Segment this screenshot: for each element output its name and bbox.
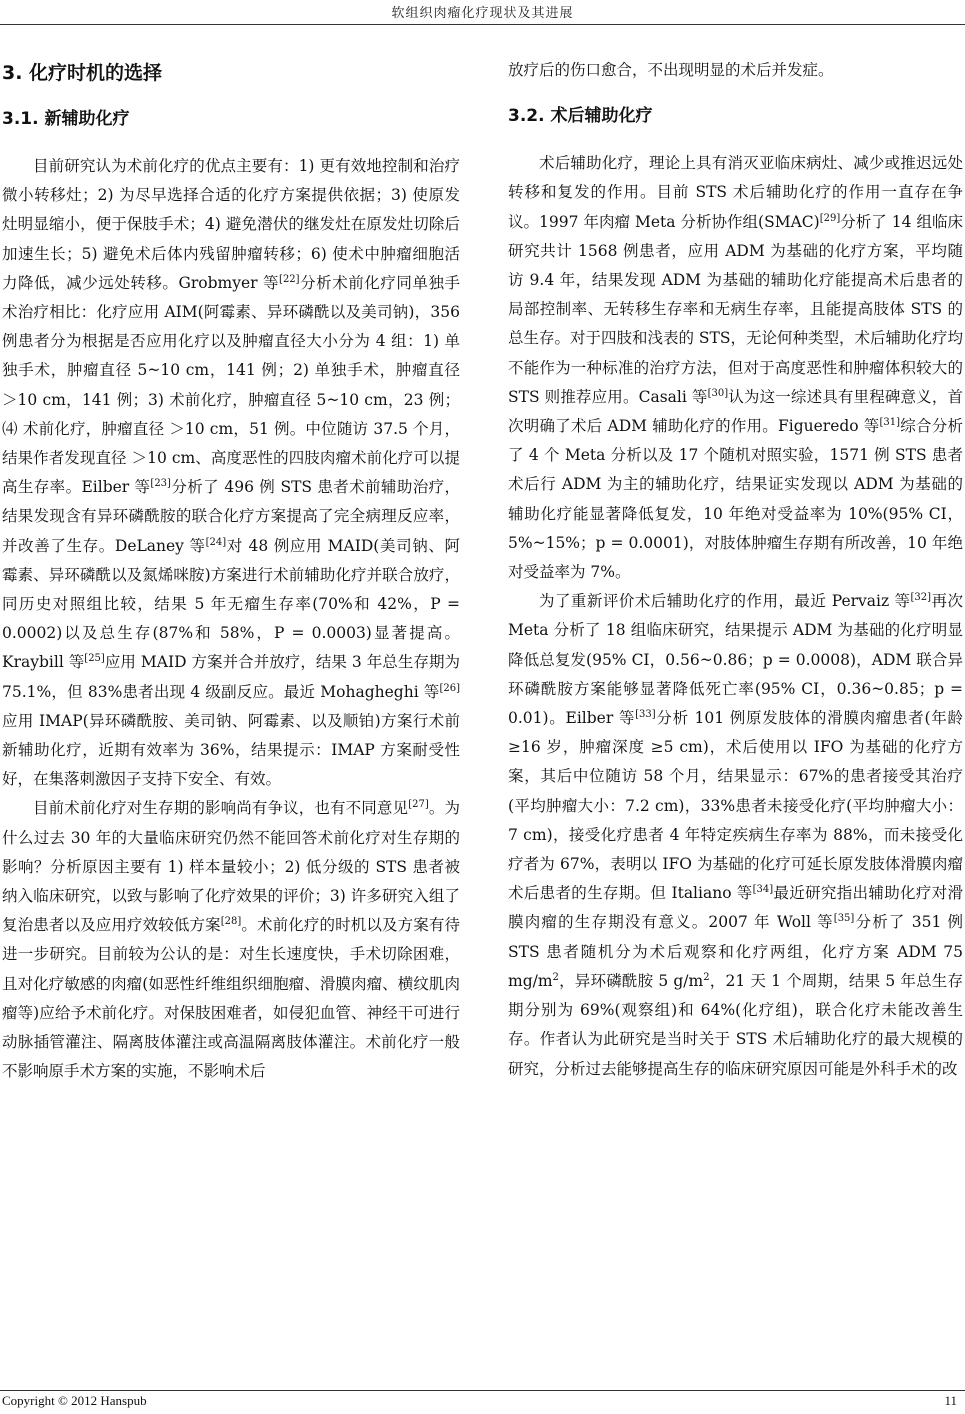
- text-run: 。为什么过去 30 年的大量临床研究仍然不能回答术前化疗对生存期的影响？分析原因主要有 1) 样本量较小；2) 低分级的 STS 患者被纳入临床研究，以致与影响了化疗效果的评价；3) 许多研究入组了复治患者以及应用疗效较低方案: [2, 799, 460, 935]
- text-run: 应用 IMAP(异环磷酰胺、美司钠、阿霉素、以及顺铂)方案行术前新辅助化疗，近期有效率为 36%，结果提示：IMAP 方案耐受性好，在集落刺激因子支持下安全、有效。: [2, 711, 460, 789]
- text-run: 认为这一综述具有里程碑意义，首次明确了术后 ADM 辅助化疗的作用。Figueredo 等: [508, 387, 963, 436]
- subsection-title-adjuvant: 3.2. 术后辅助化疗: [508, 106, 653, 127]
- text-run: ，异环磷酰胺 5 g/m: [558, 971, 704, 990]
- paragraph-neoadjuvant-1: [2, 152, 460, 794]
- spacer: [508, 85, 963, 101]
- footer-rule: [0, 1390, 965, 1391]
- citation: [28]: [220, 916, 242, 928]
- text-run: 综合分析了 4 个 Meta 分析以及 17 个随机对照实验，1571 例 STS 患者术后行 ADM 为主的辅助化疗，结果证实发现以 ADM 为基础的辅助化疗能显著降低复发，10 年绝对受益率为 10%(95% CI，5%~15%；p = 0.0001)，对肢体肿瘤生存期有所改善，10 年绝对受益率为 7%。: [508, 417, 963, 582]
- citation: [32]: [910, 592, 932, 604]
- text-run: 再次 Meta 分析了 18 组临床研究，结果提示 ADM 为基础的化疗明显降低总复发(95% CI，0.56~0.86；p = 0.0008)，ADM 联合异环磷酰胺方案能够显著降低死亡率(95% CI，0.36~0.85；p = 0.01)。Eilber 等: [508, 592, 963, 728]
- text-run: 目前术前化疗对生存期的影响尚有争议，也有不同意见: [33, 799, 409, 818]
- citation: [26]: [439, 682, 460, 694]
- citation: [34]: [752, 884, 774, 896]
- citation: [23]: [150, 478, 171, 490]
- text-run: 分析了 496 例 STS 患者术前辅助治疗，结果发现含有异环磷酰胺的联合化疗方案提高了完全病理反应率，并改善了生存。DeLaney 等: [2, 478, 460, 555]
- text-run: 最近研究指出辅助化疗对滑膜肉瘤的生存期没有意义。2007 年 Woll 等: [508, 884, 963, 932]
- citation: [27]: [408, 799, 429, 811]
- citation: [29]: [819, 212, 841, 224]
- page-number: 11: [944, 1393, 957, 1408]
- right-column: [508, 56, 963, 1084]
- text-run: 应用 MAID 方案并合并放疗，结果 3 年总生存期为 75.1%，但 83%患者出现 4 级副反应。最近 Mohagheghi 等: [2, 653, 460, 701]
- text-run: 分析术前化疗同单独手术治疗相比：化疗应用 AIM(阿霉素、异环磷酰以及美司钠)，356 例患者分为根据是否应用化疗以及肿瘤直径大小分为 4 组：1) 单独手术，肿瘤直径 5~10 cm，141 例；2) 单独手术，肿瘤直径 ＞10 cm，141 例；3) 术前化疗，肿瘤直径 5~10 cm，23 例；⑷ 术前化疗，肿瘤直径 ＞10 cm，51 例。中位随访 37.5 个月，结果作者发现直径 ＞10 cm、高度恶性的四肢肉瘤术前化疗可以提高生存率。Eilber 等: [2, 273, 460, 497]
- text-run: 术后辅助化疗，理论上具有消灭亚临床病灶、减少或推迟远处转移和复发的作用。目前 STS 术后辅助化疗的作用一直存在争议。1997 年肉瘤 Meta 分析协作组(SMAC): [508, 154, 963, 231]
- paragraph-neoadjuvant-2: [2, 794, 460, 1086]
- text-run: 分析 101 例原发肢体的滑膜肉瘤患者(年龄 ≥16 岁，肿瘤深度 ≥5 cm)，术后使用以 IFO 为基础的化疗方案，其后中位随访 58 个月，结果显示：67%的患者接受其治疗(平均肿瘤大小：7.2 cm)，33%患者未接受化疗(平均肿瘤大小：7 cm)，接受化疗患者 4 年特定疾病生存率为 88%，而未接受化疗者为 67%，表明以 IFO 为基础的化疗可延长原发肢体滑膜肉瘤术后患者的生存期。但 Italiano 等: [508, 709, 963, 903]
- paragraph-adjuvant-2: [508, 587, 963, 1083]
- text-run: ，21 天 1 个周期，结果 5 年总生存期分别为 69%(观察组)和 64%(化疗组)，联合化疗未能改善生存。作者认为此研究是当时关于 STS 术后辅助化疗的最大规模的研究，分析过去能够提高生存的临床研究原因可能是外科手术的改: [508, 971, 963, 1078]
- citation: [30]: [707, 387, 729, 399]
- citation: [35]: [833, 913, 855, 925]
- section-title: 3. 化疗时机的选择: [2, 62, 163, 84]
- superscript: 2: [552, 971, 559, 983]
- subsection-title-neoadjuvant: 3.1. 新辅助化疗: [2, 109, 130, 129]
- citation: [22]: [279, 273, 300, 285]
- paragraph-continuation: 放疗后的伤口愈合，不出现明显的术后并发症。: [508, 61, 834, 79]
- text-run: 目前研究认为术前化疗的优点主要有：1) 更有效地控制和治疗微小转移灶；2) 为尽早选择合适的化疗方案提供依据；3) 使原发灶明显缩小，便于保肢手术；4) 避免潜伏的继发灶在原发灶切除后加速生长；5) 避免术后体内残留肿瘤转移；6) 使术中肿瘤细胞活力降低，减少远处转移。Grobmyer 等: [2, 157, 460, 292]
- left-column: [2, 56, 460, 1087]
- text-run: 为了重新评价术后辅助化疗的作用，最近 Pervaiz 等: [539, 592, 911, 611]
- text-run: 分析了 14 组临床研究共计 1568 例患者，应用 ADM 为基础的化疗方案，平均随访 9.4 年，结果发现 ADM 为基础的辅助化疗能提高术后患者的局部控制率、无转移生存率和无病生存率，且能提高肢体 STS 的总生存。对于四肢和浅表的 STS，无论何种类型，术后辅助化疗均不能作为一种标准的治疗方法，但对于高度恶性和肿瘤体积较大的 STS 则推荐应用。Casali 等: [508, 212, 964, 406]
- text-run: 。术前化疗的时机以及方案有待进一步研究。目前较为公认的是：对生长速度快，手术切除困难，且对化疗敏感的肉瘤(如恶性纤维组织细胞瘤、滑膜肉瘤、横纹肌肉瘤等)应给予术前化疗。对保肢困难者，如侵犯血管、神经干可进行动脉插管灌注、隔离肢体灌注或高温隔离肢体灌注。术前化疗一般不影响原手术方案的实施，不影响术后: [2, 916, 460, 1081]
- running-header: 软组织肉瘤化疗现状及其进展: [391, 6, 574, 21]
- text-run: 对 48 例应用 MAID(美司钠、阿霉素、异环磷酰以及氮烯咪胺)方案进行术前辅助化疗并联合放疗，同历史对照组比较，结果 5 年无瘤生存率(70%和 42%，P = 0.0002)以及总生存(87%和 58%，P = 0.0003)显著提高。Kraybill 等: [2, 536, 460, 672]
- header-rule: [0, 24, 965, 25]
- citation: [31]: [879, 416, 901, 428]
- citation: [25]: [84, 653, 105, 665]
- footer-copyright: Copyright © 2012 Hanspub: [2, 1393, 147, 1408]
- citation: [24]: [205, 536, 227, 548]
- text-run: 分析了 351 例 STS 患者随机分为术后观察和化疗两组，化疗方案 ADM 75 mg/m: [508, 913, 963, 990]
- superscript: 2: [703, 971, 710, 983]
- citation: [33]: [635, 708, 656, 720]
- paragraph-adjuvant-1: [508, 149, 963, 587]
